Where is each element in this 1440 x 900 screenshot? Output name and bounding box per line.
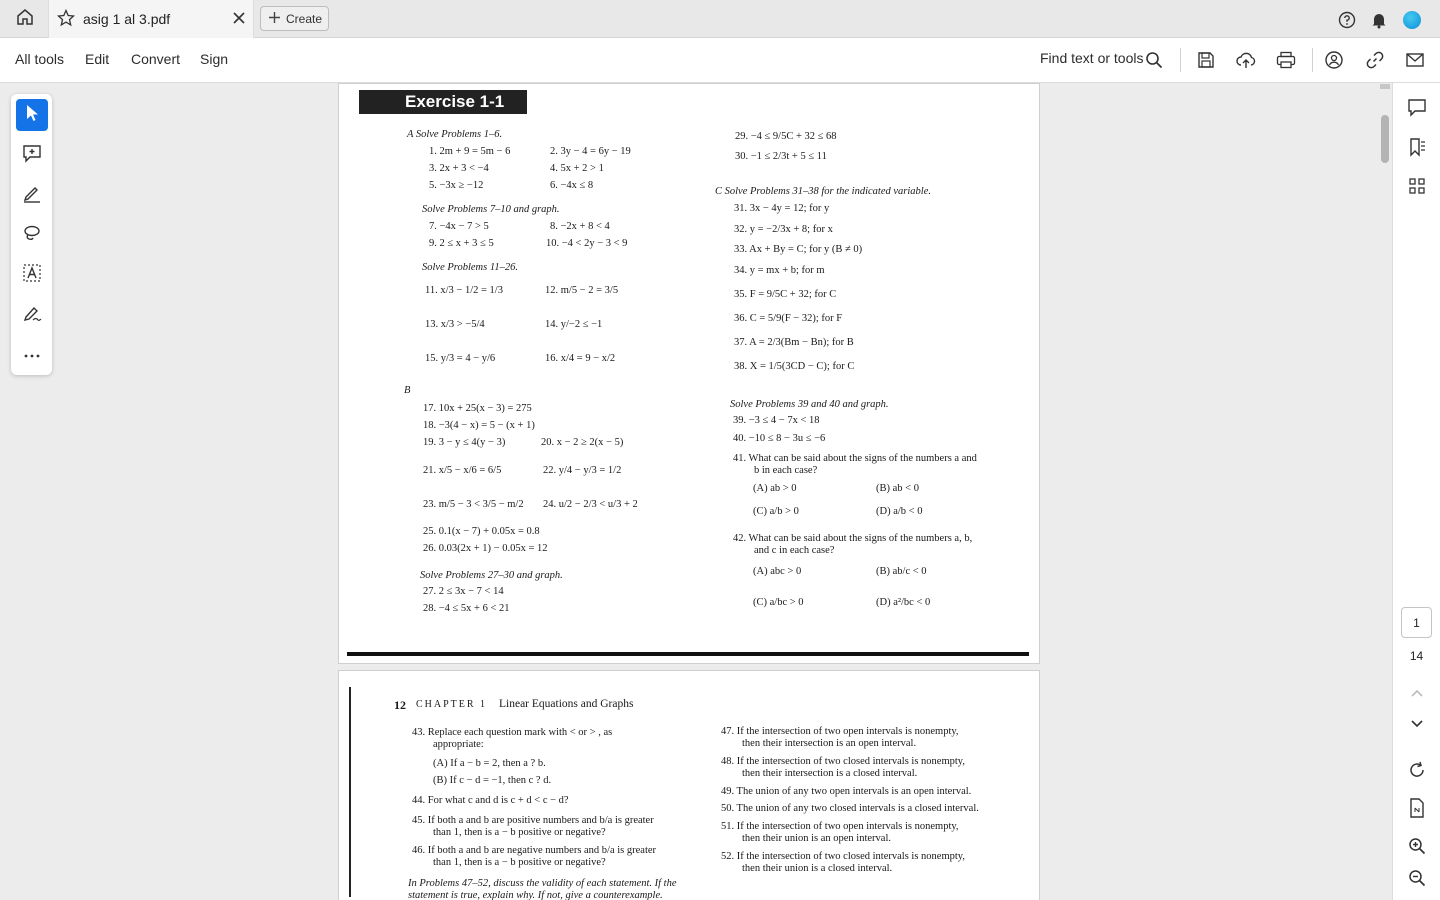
page-line: 24. u/2 − 2/3 < u/3 + 2 [543, 499, 638, 510]
page-line: 21. x/5 − x/6 = 6/5 [423, 465, 502, 476]
more-tools-button[interactable] [16, 339, 48, 371]
page-line: 17. 10x + 25(x − 3) = 275 [423, 403, 532, 414]
page-fit-icon[interactable] [1405, 796, 1429, 820]
page-line: then their union is an open interval. [742, 833, 892, 844]
create-label: Create [286, 11, 323, 26]
page-line: 25. 0.1(x − 7) + 0.05x = 0.8 [423, 526, 540, 537]
toolbar [0, 38, 1440, 83]
page-line: 19. 3 − y ≤ 4(y − 3) [423, 437, 506, 448]
share-user-icon[interactable] [1322, 48, 1346, 72]
page-margin-rule [349, 687, 351, 897]
current-page-input[interactable]: 1 [1401, 607, 1432, 638]
sign-tool-button[interactable] [16, 299, 48, 331]
page-line: 50. The union of any two closed intervals is a closed interval. [721, 803, 979, 814]
page-line: Solve Problems 7–10 and graph. [422, 204, 560, 215]
text-tool-button[interactable] [16, 259, 48, 291]
menu-all-tools[interactable]: All tools [15, 51, 65, 67]
page-line: Solve Problems 39 and 40 and graph. [730, 399, 889, 410]
zoom-out-icon[interactable] [1405, 866, 1429, 890]
page-line: A Solve Problems 1–6. [407, 129, 503, 140]
page-line: 37. A = 2/3(Bm − Bn); for B [734, 337, 854, 348]
email-icon[interactable] [1403, 48, 1427, 72]
page-line: 35. F = 9/5C + 32; for C [734, 289, 837, 300]
page-line: 29. −4 ≤ 9/5C + 32 ≤ 68 [735, 131, 837, 142]
page-line: 47. If the intersection of two open intervals is nonempty, [721, 726, 959, 737]
page-line: 22. y/4 − y/3 = 1/2 [543, 465, 622, 476]
page-line: and c in each case? [754, 545, 835, 556]
page-line: 3. 2x + 3 < −4 [429, 163, 489, 174]
page-line: 31. 3x − 4y = 12; for y [734, 203, 830, 214]
page-line: 11. x/3 − 1/2 = 1/3 [425, 285, 503, 296]
page-line: 12. m/5 − 2 = 3/5 [545, 285, 619, 296]
page-line: 9. 2 ≤ x + 3 ≤ 5 [429, 238, 494, 249]
page-line: In Problems 47–52, discuss the validity of each statement. If the [408, 878, 677, 889]
select-tool-button[interactable] [16, 99, 48, 131]
page-line: 51. If the intersection of two open intervals is nonempty, [721, 821, 959, 832]
highlight-tool-button[interactable] [16, 179, 48, 211]
create-button[interactable] [260, 6, 329, 31]
page-line: 43. Replace each question mark with < or > , as [412, 727, 613, 738]
chapter-label: CHAPTER 1 [416, 699, 488, 710]
page-line: 38. X = 1/5(3CD − C); for C [734, 361, 855, 372]
chevron-down-icon[interactable] [1405, 712, 1429, 736]
find-text-or-tools[interactable]: Find text or tools [1040, 50, 1144, 66]
pointer-icon [24, 104, 40, 127]
page-line: 2. 3y − 4 = 6y − 19 [550, 146, 631, 157]
page-line: B [404, 385, 411, 396]
pen-icon [22, 183, 42, 208]
profile-avatar-icon [1403, 11, 1421, 29]
page-line: 41. What can be said about the signs of the numbers a and [733, 453, 977, 464]
draw-tool-button[interactable] [16, 219, 48, 251]
add-comment-tool-button[interactable] [16, 139, 48, 171]
bookmarks-icon[interactable] [1405, 135, 1429, 159]
page-line: 4. 5x + 2 > 1 [550, 163, 604, 174]
page-line: 34. y = mx + b; for m [734, 265, 825, 276]
link-icon[interactable] [1363, 48, 1387, 72]
rotate-icon[interactable] [1405, 758, 1429, 782]
toolbar-separator [1312, 48, 1313, 72]
document-viewport[interactable] [0, 83, 1392, 900]
page-line: 8. −2x + 8 < 4 [550, 221, 610, 232]
page-line: (D) a/b < 0 [876, 506, 923, 517]
page-line: 18. −3(4 − x) = 5 − (x + 1) [423, 420, 535, 431]
search-icon[interactable] [1142, 48, 1166, 72]
page-line: 49. The union of any two open intervals is an open interval. [721, 786, 972, 797]
page-line: 5. −3x ≥ −12 [429, 180, 484, 191]
page-line: 42. What can be said about the signs of the numbers a, b, [733, 533, 973, 544]
page-line: (B) ab/c < 0 [876, 566, 927, 577]
save-icon[interactable] [1194, 48, 1218, 72]
right-panel [1392, 83, 1440, 900]
home-button[interactable] [10, 6, 40, 32]
document-tab[interactable] [48, 0, 254, 38]
page-line: (C) a/b > 0 [753, 506, 799, 517]
page-line: 48. If the intersection of two closed intervals is nonempty, [721, 756, 965, 767]
plus-icon [269, 12, 280, 26]
pdf-page-1 [338, 83, 1040, 664]
total-pages: 14 [1409, 649, 1424, 663]
page-line: 20. x − 2 ≥ 2(x − 5) [541, 437, 624, 448]
page-line: 26. 0.03(2x + 1) − 0.05x = 12 [423, 543, 548, 554]
pdf-page-2 [338, 670, 1040, 900]
signature-pen-icon [22, 303, 42, 328]
tab-bar [0, 0, 1440, 38]
more-icon [22, 346, 42, 364]
star-icon[interactable] [57, 9, 75, 32]
page-line: 10. −4 < 2y − 3 < 9 [546, 238, 628, 249]
page-line: than 1, then is a − b positive or negative? [433, 857, 606, 868]
zoom-in-icon[interactable] [1405, 834, 1429, 858]
cloud-upload-icon[interactable] [1234, 48, 1258, 72]
page-line: then their union is a closed interval. [742, 863, 893, 874]
page-line: 7. −4x − 7 > 5 [429, 221, 489, 232]
menu-convert[interactable]: Convert [131, 51, 181, 67]
page-line: (C) a/bc > 0 [753, 597, 804, 608]
page-line: C Solve Problems 31–38 for the indicated variable. [715, 186, 931, 197]
page-line: 6. −4x ≤ 8 [550, 180, 594, 191]
page-line: (D) a²/bc < 0 [876, 597, 931, 608]
page-line: 13. x/3 > −5/4 [425, 319, 485, 330]
page-line: 32. y = −2/3x + 8; for x [734, 224, 833, 235]
page-line: statement is true, explain why. If not, give a counterexample. [408, 890, 663, 900]
menu-sign[interactable]: Sign [200, 51, 229, 67]
page-line: 27. 2 ≤ 3x − 7 < 14 [423, 586, 504, 597]
page-line: (B) If c − d = −1, then c ? d. [433, 775, 552, 786]
page-line: then their intersection is a closed interval. [742, 768, 918, 779]
page-line: 30. −1 ≤ 2/3t + 5 ≤ 11 [735, 151, 827, 162]
scrollbar-thumb[interactable] [1381, 115, 1389, 163]
help-icon[interactable] [1336, 9, 1358, 31]
page-line: b in each case? [754, 465, 818, 476]
home-icon [16, 8, 34, 31]
page-line: (A) abc > 0 [753, 566, 802, 577]
vertical-scrollbar[interactable] [1378, 83, 1392, 900]
page-line: (B) ab < 0 [876, 483, 919, 494]
left-tool-rail [11, 94, 52, 375]
lasso-icon [22, 223, 42, 248]
page-line: (A) ab > 0 [753, 483, 797, 494]
avatar[interactable] [1401, 9, 1423, 31]
toolbar-separator [1180, 48, 1181, 72]
page-line: 33. Ax + By = C; for y (B ≠ 0) [734, 244, 863, 255]
menu-edit[interactable]: Edit [85, 51, 110, 67]
notifications-icon[interactable] [1368, 9, 1390, 31]
comment-add-icon [22, 143, 42, 168]
chevron-up-icon[interactable] [1405, 681, 1429, 705]
page-line: Solve Problems 27–30 and graph. [420, 570, 563, 581]
page-line: 23. m/5 − 3 < 3/5 − m/2 [423, 499, 524, 510]
page-bottom-rule [347, 652, 1029, 656]
page-line: 28. −4 ≤ 5x + 6 < 21 [423, 603, 510, 614]
page-line: 14. y/−2 ≤ −1 [545, 319, 603, 330]
thumbnails-icon[interactable] [1405, 174, 1429, 198]
page-line: 52. If the intersection of two closed intervals is nonempty, [721, 851, 965, 862]
page-line: appropriate: [433, 739, 484, 750]
page-line: 1. 2m + 9 = 5m − 6 [429, 146, 511, 157]
page-line: (A) If a − b = 2, then a ? b. [433, 758, 546, 769]
text-box-icon [22, 263, 42, 288]
page-line: then their intersection is an open interval. [742, 738, 917, 749]
exercise-banner: Exercise 1-1 [359, 90, 527, 114]
scroll-up-arrow[interactable] [1380, 84, 1390, 89]
page-line: 15. y/3 = 4 − y/6 [425, 353, 496, 364]
page-line: 46. If both a and b are negative numbers and b/a is greater [412, 845, 657, 856]
chapter-title: Linear Equations and Graphs [499, 698, 634, 710]
page-number: 12 [394, 698, 406, 712]
page-line: 39. −3 ≤ 4 − 7x < 18 [733, 415, 820, 426]
comments-icon[interactable] [1405, 95, 1429, 119]
page-line: 36. C = 5/9(F − 32); for F [734, 313, 843, 324]
page-line: 44. For what c and d is c + d < c − d? [412, 795, 569, 806]
page-line: 45. If both a and b are positive numbers and b/a is greater [412, 815, 654, 826]
page-line: Solve Problems 11–26. [422, 262, 518, 273]
page-line: than 1, then is a − b positive or negative? [433, 827, 606, 838]
page-line: 40. −10 ≤ 8 − 3u ≤ −6 [733, 433, 826, 444]
print-icon[interactable] [1274, 48, 1298, 72]
tab-title: asig 1 al 3.pdf [83, 11, 171, 27]
close-icon[interactable] [231, 10, 247, 31]
page-line: 16. x/4 = 9 − x/2 [545, 353, 616, 364]
